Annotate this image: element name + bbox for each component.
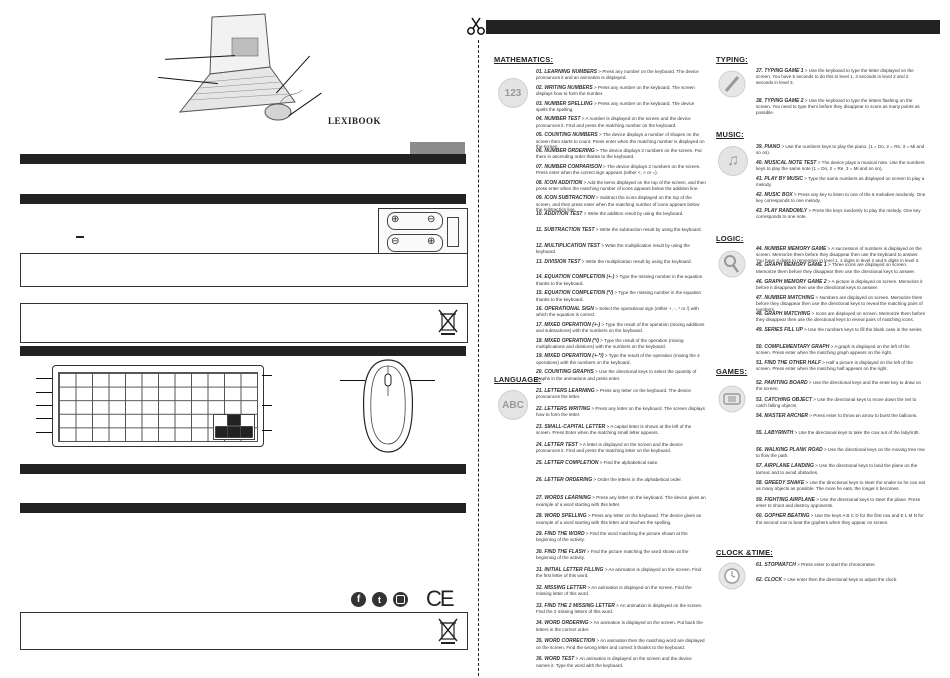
activity-item [756,176,926,188]
activity-title: 44. NUMBER MEMORY GAME [756,246,827,252]
activity-item [756,208,926,220]
activity-item [536,180,706,192]
activity-description: > An animation is displayed on the screen. Put back the letters in the correct order. [536,620,703,632]
music-note-icon: ♫ [718,146,748,176]
activity-description: > Use the numbers keys to fill the blank case in the series. [802,327,923,333]
section-bar-4 [20,464,466,474]
activity-title: 32. MISSING LETTER [536,584,587,591]
activity-description: > An animation is displayed on the screen. Find the 2 missing letters of this word. [536,602,703,614]
activity-item [756,497,926,509]
activity-description: > Type the missing number in the equation thanks to the keyboard. [536,290,702,302]
activity-description: > Find the word matching the picture shown at the beginning of the activity. [536,531,688,543]
activity-item [536,164,706,176]
activity-title: 30. FIND THE FLASH [536,548,586,555]
activity-item [536,442,706,454]
activity-description: > Use the directional keys to land the plane on the tarmac and to avoid obstacles. [756,463,918,475]
activity-title: 20. COUNTING GRAPHS [536,369,594,376]
language-tab [410,142,465,154]
activity-title: 25. LETTER COMPLETION [536,459,599,466]
activity-item [756,68,926,85]
activity-description: > Use enter then the directional keys to adjust the clock. [782,577,898,582]
activity-description: > Use the directional keys to move down the net to catch falling objects. [756,396,917,409]
activity-title: 45. GRAPH MEMORY GAME 1 [756,262,827,269]
activity-item [756,463,926,475]
activity-title: 50. COMPLEMENTARY GRAPH [756,343,830,350]
activity-item [756,397,926,409]
games-title: GAMES: [716,367,748,376]
activity-description: > Press any number on the keyboard. The device pronounces it and an animation is displayed. [536,69,699,81]
section-bar-1 [20,154,466,164]
activity-item [756,144,926,156]
scissors-icon [466,17,486,37]
activity-description: > Press any letter on the keyboard. The device gives an example of a word starting with this letter. [536,495,706,507]
language-list [536,388,706,674]
activity-title: 35. WORD CORRECTION [536,638,596,645]
activity-item [756,513,926,525]
activity-item [536,211,706,217]
activity-item [536,567,706,579]
text-placeholder [20,172,460,184]
activity-description: > Use the directional keys and the enter key to draw on the screen. [756,380,922,392]
section-bar-2 [20,194,466,204]
activity-title: 23. SMALL-CAPITAL LETTER [536,423,606,430]
activity-description: > A capital letter is shown at the left of the screen. Press Enter when the matching small letter appears. [536,423,692,436]
activity-title: 37. TYPING GAME 1 [756,68,804,74]
activity-description: > Type the same numbers as displayed on screen to play a melody. [756,176,925,188]
activity-item [756,447,926,459]
activity-description: > Write the addition result by using the keyboard. [582,211,684,217]
activity-description: > A number is displayed on the screen and the device pronounces it. Find and press the matching number on the keyboard. [536,116,691,128]
activity-title: 34. WORD ORDERING [536,620,589,627]
activity-title: 43. PLAY RANDOMLY [756,208,808,214]
activity-title: 51. FIND THE OTHER HALF [756,359,822,366]
activity-description: > An animation is displayed on the screen. Find the missing letter of this word. [536,584,692,597]
activity-description: > Type the missing number in the equation thanks to the keyboard. [536,274,703,286]
activity-title: 28. WORD SPELLING [536,513,587,520]
crossed-bin-icon-2 [437,617,459,645]
activity-item [756,480,926,492]
activity-item [536,424,706,436]
logic-title: LOGIC: [716,234,744,243]
activity-title: 24. LETTER TEST [536,441,578,448]
activity-item [536,101,706,113]
activity-description: > Half a picture is displayed on the left of the screen. Press enter when the matching half appears on the right. [756,359,913,372]
activity-title: 01. LEARNING NUMBERS [536,69,598,75]
activity-item [536,603,706,615]
activity-item [536,406,706,418]
twitter-icon: t [372,592,387,607]
activity-description: > The device displays a number of shapes on the screen then starts to count. Press enter when the matching number is displayed on the screen. [536,132,705,149]
activity-item [536,132,706,149]
activity-description: > Find the picture matching the word shown at the beginning of the activity. [536,548,689,561]
activity-title: 40. MUSICAL NOTE TEST [756,160,817,166]
activity-title: 42. MUSIC BOX [756,192,793,198]
logic-list [756,246,926,376]
activity-item [536,116,706,128]
activity-title: 52. PAINTING BOARD [756,380,808,386]
right-panel [486,40,946,676]
activity-item [536,195,706,212]
activity-description: > Use the keyboard to type the letters flashing on the screen. You need to type them before they disappear to score as many points as possible. [756,98,920,115]
activity-title: 39. PIANO [756,144,781,150]
activity-description: > Press any letter on the keyboard. The device pronounces the letter. [536,388,691,400]
activity-description: > Use the keyboard to type the letter displayed on the screen. You have 5 seconds to do this in level 1, 3 seconds in level 2 and 2 seconds in level 3. [756,68,914,85]
typing-title: TYPING: [716,55,748,64]
activity-title: 14. EQUATION COMPLETION (+-) [536,274,615,281]
ce-mark: CE [426,586,453,611]
activity-title: 61. STOPWATCH [756,562,796,568]
activity-item [536,460,706,466]
activity-item [536,638,706,650]
notice-box-2 [20,303,468,343]
activity-description: > Find the alphabetical suite. [598,459,659,465]
activity-title: 49. SERIES FILL UP [756,327,803,334]
activity-item [536,322,706,334]
activity-title: 02. WRITING NUMBERS [536,84,593,91]
activity-description: > Type the result of the operation (mixing the 4 operations) with the numbers on the keyboard. [536,353,700,365]
activity-title: 47. NUMBER MATCHING [756,294,815,301]
activity-item [536,243,706,255]
activity-description: > A succession of numbers is displayed on the screen. Memorize them before they disappear then use the keyboard to answer. You have 3 digits to remember in level 1, 4 digits in level 2 and 5 digits in level 3. [756,246,922,263]
mouse-diagram [358,356,418,456]
activity-title: 59. FIGHTING AIRPLANE [756,496,815,503]
crossed-bin-icon [437,308,459,336]
activity-title: 03. NUMBER SPELLING [536,100,593,107]
activity-item [536,274,706,286]
brand-logo: LEXIBOOK [328,116,382,126]
activity-title: 60. GOPHER BEATING [756,513,810,520]
activity-description: > Numbers are displayed on screen. Memorize them before they disappear then use the directional keys to reveal the matching pairs of numbers. [756,294,923,312]
left-panel [0,0,470,678]
clock-title: CLOCK &TIME: [716,548,773,557]
activity-description: > Press any number on the keyboard. The device spells the spelling. [536,100,695,112]
activity-title: 09. ICON SUBTRACTION [536,195,595,202]
activity-title: 17. MIXED OPERATION (+-) [536,321,601,328]
cut-line [478,40,479,676]
activity-description: > Press the keys randomly to play the melody. One key corresponds to one note. [756,208,921,220]
activity-description: > Use the directional keys to select the quantity of graphs in the animations and press enter. [536,369,697,381]
activity-description: > Use the directional keys on the moving tree row to flow the path. [756,446,925,459]
handheld-console-icon [718,385,746,413]
activity-title: 18. MIXED OPERATION (*/) [536,337,599,344]
activity-description: > The device plays a musical note. Use the numbers keys to play the same note (1 = Do, 2 = Re, 3 = Mi and so on). [756,160,925,172]
activity-item [756,380,926,392]
keyboard-diagram [52,365,264,447]
activity-description: > Press any number on the keyboard. The screen displays how to form the number. [536,84,695,97]
activity-title: 06. NUMBER ORDERING [536,148,595,154]
mathematics-list [536,69,706,385]
activity-item [756,98,926,115]
activity-title: 46. GRAPH MEMORY GAME 2 [756,278,827,285]
activity-description: > The device displays 2 numbers on the screen. Put them in ascending order thanks to the keyboard. [536,148,702,160]
activity-title: 33. FIND THE 2 MISSING LETTER [536,602,615,609]
activity-title: 31. INITIAL LETTER FILLING [536,566,604,573]
typing-list [756,68,926,128]
activity-description: > Three icons are displayed on screen. Memorize them before they disappear then use the directional keys to answer. [756,262,916,274]
activity-title: 48. GRAPH MATCHING [756,311,811,317]
activity-description: > Press enter to throw an arrow to burst the balloons. [808,413,918,419]
activity-description: > Use the keys A B C D for the first row and E L M N for the second row to beat the gophers when they appear on screen. [756,513,924,525]
notice-box-1 [20,253,468,287]
activity-description: > An animation then the matching word are displayed on the screen. Find the wrong letter and correct it thanks to the keyboard. [536,638,705,650]
activity-title: 13. DIVISION TEST [536,258,581,265]
activity-item [536,495,706,507]
activity-title: 58. GREEDY SNAKE [756,480,805,486]
activity-description: > The device displays 2 numbers on the screen. Press enter when the correct sign appears (either <, > or =). [536,163,701,176]
activity-item [756,577,926,583]
language-title: LANGUAGE: [494,375,542,384]
activity-description: > Use the numbers keys to play the piano. (1 = Do, 2 = Re, 3 = Mi and so on). [756,144,925,156]
activity-item [536,620,706,632]
activity-item [756,279,926,291]
activity-item [536,477,706,483]
activity-item [536,148,706,160]
activity-title: 38. TYPING GAME 2 [756,98,804,104]
activity-description: > Type the result of the operation (mixing multiplications and divisions) with the numbers on the keyboard. [536,337,684,349]
activity-description: > Write the multiplication result by using the keyboard. [580,258,692,264]
facebook-icon: f [351,592,366,607]
activity-description: > Write the multiplication result by using the keyboard. [536,242,690,255]
mathematics-icon: 123 [498,78,528,108]
section-bar-3 [20,346,466,356]
activity-item [756,160,926,172]
activity-title: 10. ADDITION TEST [536,211,583,218]
activity-item [536,353,706,365]
clock-list [756,562,926,592]
activity-description: > Use the directional keys to steer the plane. Press enter to shoot and destroy opponents. [756,496,921,509]
activity-item [756,562,926,568]
activity-item [536,259,706,265]
activity-item [756,360,926,372]
activity-description: > Select the operational sign (either +, -, * or /) with which the equation is correct. [536,306,699,318]
activity-title: 15. EQUATION COMPLETION (*/) [536,290,614,297]
activity-item [536,290,706,302]
activity-title: 53. CATCHING OBJECT [756,396,813,403]
activity-title: 22. LETTERS WRITING [536,405,591,412]
activity-title: 26. LETTER ORDERING [536,477,593,484]
activity-description: > Press any key to listen to one of the 6 melodies randomly. One key corresponds to one melody. [756,192,926,204]
activity-title: 04. NUMBER TEST [536,116,581,123]
music-title: MUSIC: [716,130,744,139]
activity-title: 54. MASTER ARCHER [756,413,809,420]
activity-title: 07. NUMBER COMPARISON [536,163,602,170]
activity-description: > An animation is displayed on the screen. Find the first letter of this word. [536,566,702,579]
activity-description: > Press enter to start the chronometer. [795,562,876,567]
activity-item [536,513,706,525]
activity-item [536,388,706,400]
activity-item [756,295,926,312]
activity-description: > An animation is displayed on the screen and the device names it. Type the word with the keyboard. [536,656,692,668]
activity-item [536,549,706,561]
activity-item [536,531,706,543]
activity-description: > Add the items displayed on the top of the screen, and then press enter when the matching number of icons appears below the addition line. [536,179,706,191]
activity-description: > A picture is displayed on screen. Memorize it before it disappears then use the directional keys to answer. [756,278,923,290]
activity-item [756,311,926,323]
activity-title: 05. COUNTING NUMBERS [536,132,598,139]
activity-title: 08. ICON ADDITION [536,179,583,186]
activity-title: 11. SUBTRACTION TEST [536,227,595,233]
activity-item [536,369,706,381]
section-bar-5 [20,503,466,513]
top-bar [486,20,940,34]
activity-description: > Press any letter on the keyboard. The screen displays how to form the letter. [536,405,705,418]
notice-box-3 [20,612,468,650]
activity-title: 62. CLOCK [756,577,783,583]
activity-item [756,413,926,419]
activity-item [536,69,706,81]
mathematics-title: MATHEMATICS: [494,55,554,64]
activity-description: > Order the letters in the alphabetical order. [592,477,682,483]
language-icon: ABC [498,390,528,420]
activity-description: > Use the directional keys to take the cow out of the labyrinth. [793,430,920,435]
activity-description: > Subtract the icons displayed on the top of the screen, and then press enter when the matching number of icons appears below the subtraction line. [536,195,700,213]
activity-title: 16. OPERATIONAL SIGN [536,306,594,312]
laptop-illustration [170,12,330,127]
activity-title: 57. AIRPLANE LANDING [756,463,814,470]
activity-title: 36. WORD TEST [536,656,575,663]
activity-item [756,246,926,263]
activity-description: > Write the subtraction result by using the keyboard. [594,227,702,232]
dc-symbol [76,236,84,238]
activity-description: > Icons are displayed on screen. Memorize them before they disappear then use the directional keys to reveal pairs of matching icons. [756,311,926,323]
activity-item [536,585,706,597]
activity-item [536,85,706,97]
activity-title: 56. WALKING PLANK ROAD [756,446,823,453]
pencil-icon [718,70,746,98]
activity-title: 27. WORDS LEARNING [536,495,592,502]
music-list [756,144,926,224]
activity-title: 21. LETTERS LEARNING [536,388,595,394]
activity-item [536,227,706,233]
activity-item [756,430,926,436]
magnifier-icon [718,250,746,278]
clock-icon [718,562,746,590]
activity-title: 41. PLAY BY MUSIC [756,176,803,182]
activity-title: 19. MIXED OPERATION (+-*/) [536,353,604,360]
activity-title: 55. LABYRINTH [756,430,794,436]
activity-description: > Type the result of the operation (mixing additions and subtractions) with the numbers on the keyboard. [536,321,705,334]
activity-item [536,306,706,318]
games-list [756,380,926,530]
activity-description: > A letter is displayed on the screen and the device pronounces it. Find and press the matching letter on the keyboard. [536,441,683,454]
activity-item [756,262,926,274]
instagram-icon [393,592,408,607]
activity-item [536,338,706,350]
activity-item [536,656,706,668]
activity-item [756,344,926,356]
activity-description: > Use the directional keys to steer the snake so he can eat as many objects as possible. The more he eats, the longer it becomes. [756,480,925,492]
activity-description: > A graph is displayed on the left of the screen. Press enter when the matching graph appears on the right. [756,343,910,355]
battery-diagram: ⊕ ⊖ ⊖ ⊕ [378,208,468,258]
activity-title: 12. MULTIPLICATION TEST [536,242,600,249]
activity-item [756,192,926,204]
activity-item [756,327,926,333]
activity-description: > Press any letter on the keyboard. The device gives an example of a word starting with this letter and teaches the spelling. [536,513,702,525]
activity-title: 29. FIND THE WORD [536,531,585,537]
